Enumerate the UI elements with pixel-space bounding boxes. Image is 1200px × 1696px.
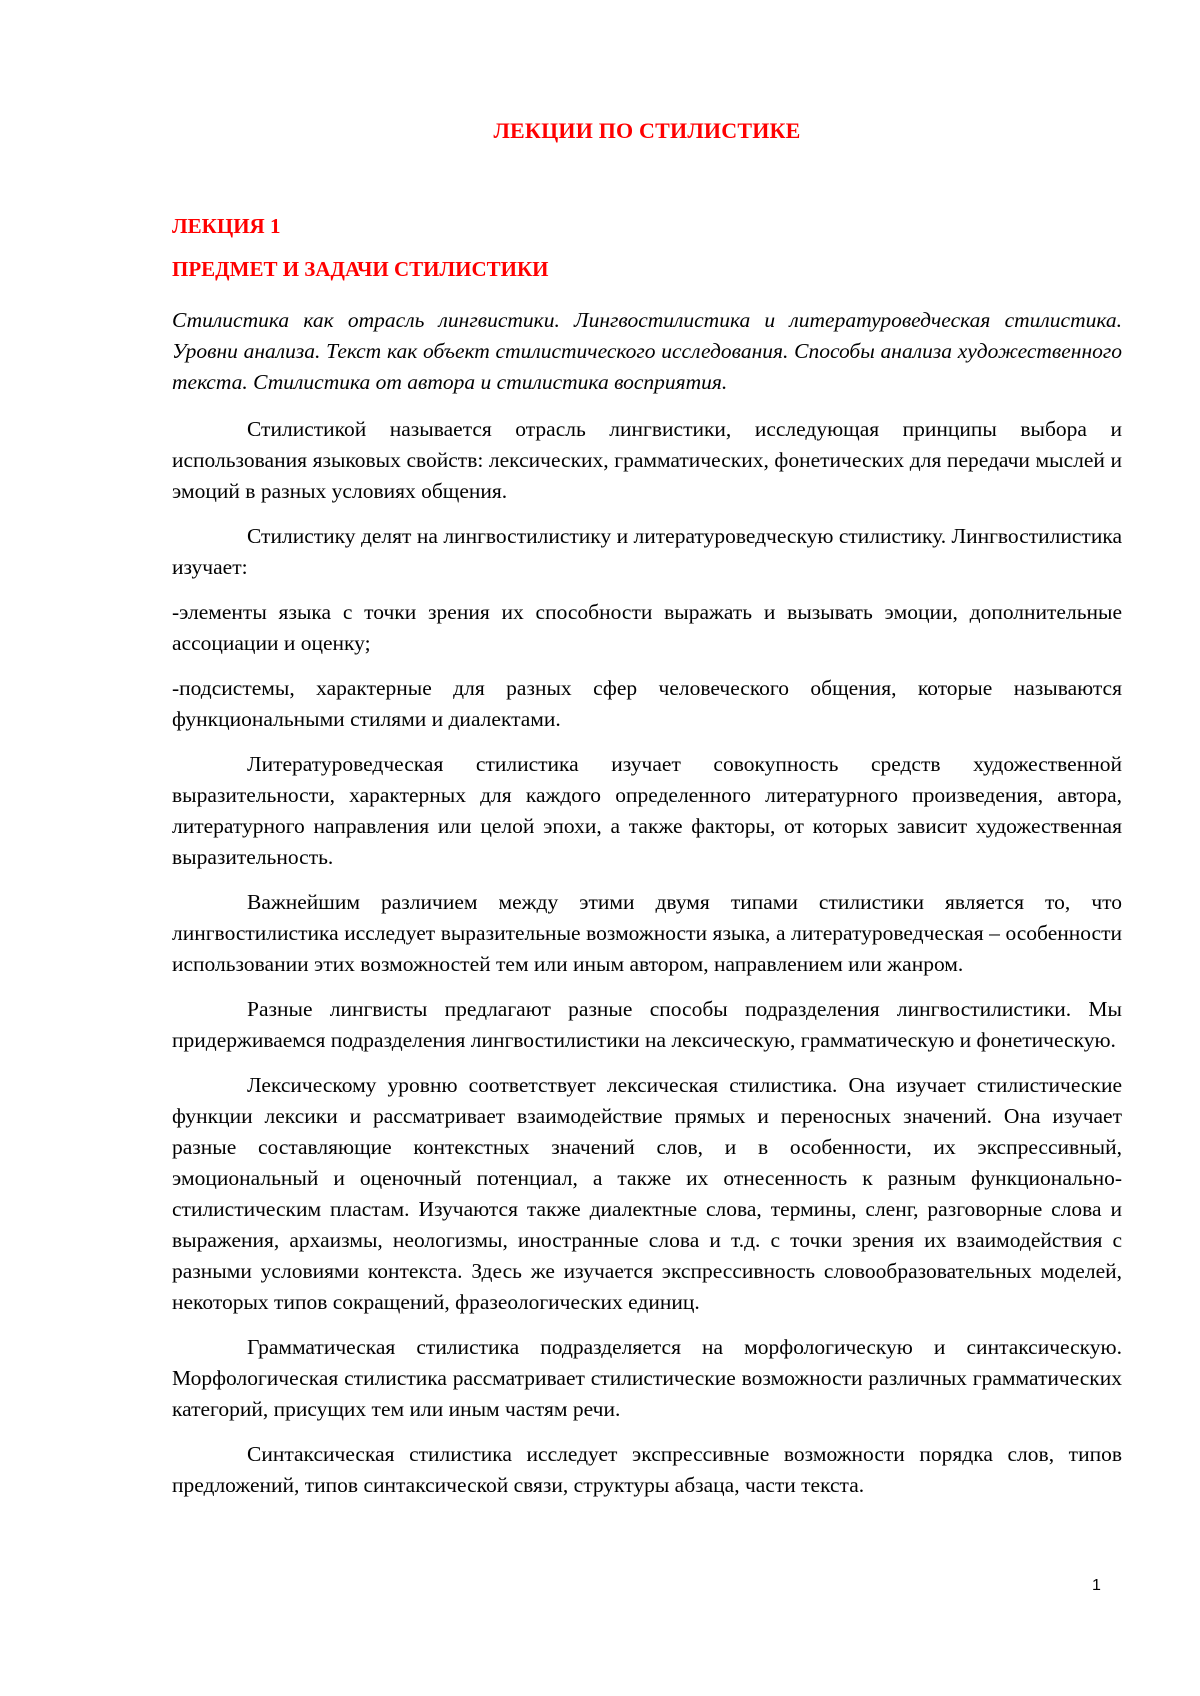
lecture-number: ЛЕКЦИЯ 1 [172, 214, 281, 238]
paragraph: Стилистику делят на лингвостилистику и литературоведческую стилистику. Лингвостилистика изучает: [172, 524, 1122, 579]
paragraph: Разные лингвисты предлагают разные способы подразделения лингвостилистики. Мы придерживаемся подразделения лингвостилистики на лексическую, грамматическую и фонетическую. [172, 997, 1122, 1052]
paragraph: Лексическому уровню соответствует лексическая стилистика. Она изучает стилистические функции лексики и рассматривает взаимодействие прямых и переносных значений. Она изучает разные составляющие контекстных значений слов, и в особенности, их экспрессивный, эмоциональный и оценочный потенциал, а также их отнесенность к разным функционально-стилистическим пластам. Изучаются также диалектные слова, термины, сленг, разговорные слова и выражения, архаизмы, неологизмы, иностранные слова и т.д. с точки зрения их взаимодействия с разными условиями контекста. Здесь же изучается экспрессивность словообразовательных моделей, некоторых типов сокращений, фразеологических единиц. [172, 1073, 1122, 1314]
page-number: 1 [1092, 1577, 1101, 1594]
lecture-abstract: Стилистика как отрасль лингвистики. Лингвостилистика и литературоведческая стилистика. Уровни анализа. Текст как объект стилистического исследования. Способы анализа художественного текста. Стилистика от автора и стилистика восприятия. [172, 308, 1122, 394]
list-item: -подсистемы, характерные для разных сфер человеческого общения, которые называются функциональными стилями и диалектами. [172, 676, 1122, 731]
paragraph: Стилистикой называется отрасль лингвистики, исследующая принципы выбора и использования языковых свойств: лексических, грамматических, фонетических для передачи мыслей и эмоций в разных условиях общения. [172, 417, 1122, 503]
list-item: -элементы языка с точки зрения их способности выражать и вызывать эмоции, дополнительные ассоциации и оценку; [172, 600, 1122, 655]
document-title: ЛЕКЦИИ ПО СТИЛИСТИКЕ [493, 118, 801, 143]
paragraph: Грамматическая стилистика подразделяется на морфологическую и синтаксическую. Морфологическая стилистика рассматривает стилистические возможности различных грамматических категорий, присущих тем или иным частям речи. [172, 1335, 1122, 1421]
lecture-subject: ПРЕДМЕТ И ЗАДАЧИ СТИЛИСТИКИ [172, 257, 549, 281]
document-body [172, 305, 1122, 1515]
paragraph: Важнейшим различием между этими двумя типами стилистики является то, что лингвостилистика исследует выразительные возможности языка, а литературоведческая – особенности использовании этих возможностей тем или иным автором, направлением или жанром. [172, 890, 1122, 976]
paragraph: Синтаксическая стилистика исследует экспрессивные возможности порядка слов, типов предложений, типов синтаксической связи, структуры абзаца, части текста. [172, 1442, 1122, 1497]
paragraph: Литературоведческая стилистика изучает совокупность средств художественной выразительности, характерных для каждого определенного литературного произведения, автора, литературного направления или целой эпохи, а также факторы, от которых зависит художественная выразительность. [172, 752, 1122, 869]
